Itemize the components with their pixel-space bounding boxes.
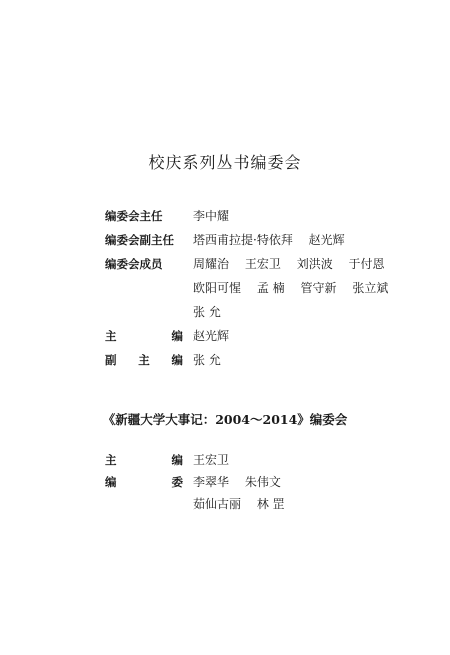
members-line-3 xyxy=(193,303,221,321)
book-editors-line-2 xyxy=(193,495,285,513)
person-name: 张立斌 xyxy=(352,281,389,295)
person-name: 张 允 xyxy=(193,305,221,319)
person-name: 赵光辉 xyxy=(193,329,230,343)
book-editors-line-1 xyxy=(193,473,281,491)
editor-in-chief-names xyxy=(193,327,229,345)
members-line-1 xyxy=(193,255,385,273)
person-name: 李翠华 xyxy=(193,475,230,489)
members-label: 编委会成员 xyxy=(105,257,163,271)
label-char: 副 xyxy=(105,353,117,367)
label-char: 编 xyxy=(105,475,117,489)
vice-director-names xyxy=(193,231,345,249)
book-committee-title: 《新疆大学大事记：2004～2014》编委会 xyxy=(102,412,348,427)
person-name: 王宏卫 xyxy=(244,257,281,271)
deputy-editor-label xyxy=(105,351,183,369)
person-name: 王宏卫 xyxy=(193,453,230,467)
person-name: 塔西甫拉提·特依拜 xyxy=(193,233,293,247)
label-char: 编 xyxy=(171,329,183,343)
person-name: 赵光辉 xyxy=(308,233,345,247)
person-name: 李中耀 xyxy=(193,209,230,223)
editor-in-chief-label xyxy=(105,327,183,345)
members-line-2 xyxy=(193,279,388,297)
label-char: 主 xyxy=(138,353,150,367)
book-editor-in-chief-label xyxy=(105,451,183,469)
label-char: 编 xyxy=(171,453,183,467)
book-editor-in-chief-names xyxy=(193,451,229,469)
person-name: 刘洪波 xyxy=(296,257,333,271)
person-name: 欧阳可惺 xyxy=(193,281,242,295)
series-committee-title: 校庆系列丛书编委会 xyxy=(148,153,302,172)
label-char: 主 xyxy=(105,453,117,467)
person-name: 于付恩 xyxy=(348,257,385,271)
person-name: 周耀治 xyxy=(193,257,230,271)
person-name: 林 罡 xyxy=(256,497,285,511)
person-name: 茹仙古丽 xyxy=(193,497,242,511)
person-name: 孟 楠 xyxy=(256,281,285,295)
label-char: 编 xyxy=(171,353,183,367)
book-editors-label xyxy=(105,473,183,491)
person-name: 管守新 xyxy=(300,281,337,295)
label-char: 主 xyxy=(105,329,117,343)
vice-director-label: 编委会副主任 xyxy=(105,233,174,247)
person-name: 朱伟文 xyxy=(244,475,281,489)
person-name: 张 允 xyxy=(193,353,221,367)
director-label: 编委会主任 xyxy=(105,209,163,223)
label-char: 委 xyxy=(171,475,183,489)
deputy-editor-names xyxy=(193,351,221,369)
director-names xyxy=(193,207,229,225)
